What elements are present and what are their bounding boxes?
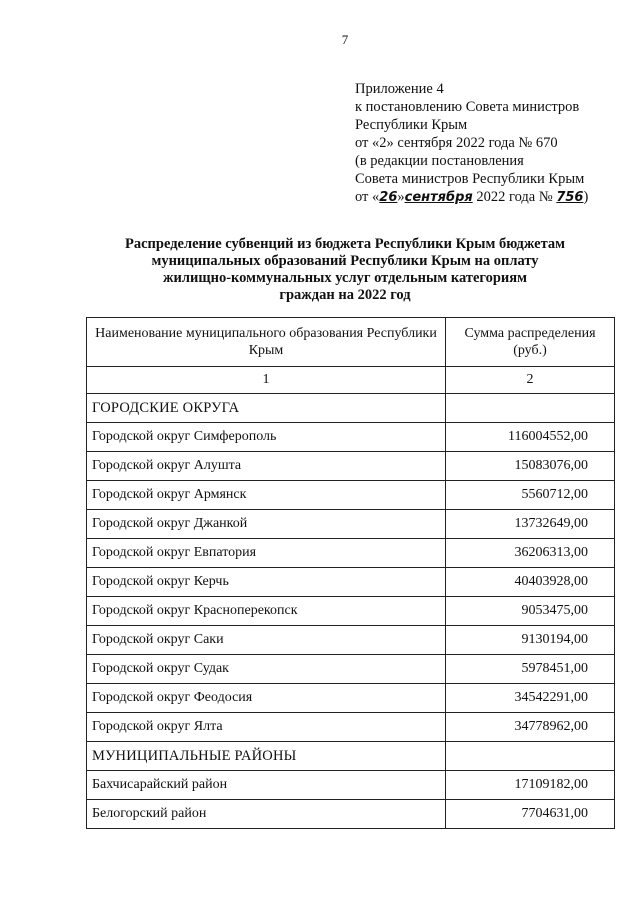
section-name: МУНИЦИПАЛЬНЫЕ РАЙОНЫ bbox=[87, 742, 446, 771]
subsidy-amount: 9130194,00 bbox=[446, 626, 615, 655]
amendment-suffix: ) bbox=[583, 189, 589, 205]
table-row bbox=[87, 800, 615, 829]
table-row bbox=[87, 452, 615, 481]
handwritten-number: 756 bbox=[556, 190, 584, 205]
appendix-amendment-date-line bbox=[355, 188, 588, 207]
table-row bbox=[87, 481, 615, 510]
appendix-line: Совета министров Республики Крым bbox=[355, 171, 585, 187]
municipality-name: Городской округ Судак bbox=[87, 655, 446, 684]
title-line: Распределение субвенций из бюджета Республики Крым бюджетам bbox=[124, 236, 566, 252]
header-municipality: Наименование муниципального образования Республики Крым bbox=[87, 318, 446, 367]
appendix-line: к постановлению Совета министров bbox=[355, 99, 580, 115]
municipality-name: Городской округ Армянск bbox=[87, 481, 446, 510]
municipality-name: Городской округ Евпатория bbox=[87, 539, 446, 568]
table-row bbox=[87, 510, 615, 539]
section-row bbox=[87, 742, 615, 771]
municipality-name: Городской округ Джанкой bbox=[87, 510, 446, 539]
subsidy-amount: 7704631,00 bbox=[446, 800, 615, 829]
municipality-name: Городской округ Феодосия bbox=[87, 684, 446, 713]
subsidy-amount: 13732649,00 bbox=[446, 510, 615, 539]
subsidy-amount: 36206313,00 bbox=[446, 539, 615, 568]
amendment-year: 2022 года № bbox=[472, 189, 557, 205]
title-line: жилищно-коммунальных услуг отдельным категориям bbox=[162, 270, 527, 286]
appendix-line: от «2» сентября 2022 года № 670 bbox=[355, 135, 558, 151]
column-number-1: 1 bbox=[87, 367, 446, 394]
table-row bbox=[87, 713, 615, 742]
amendment-middle: » bbox=[397, 189, 405, 205]
table-row bbox=[87, 771, 615, 800]
title-line: муниципальных образований Республики Крым на оплату bbox=[151, 253, 539, 269]
handwritten-day: 26 bbox=[379, 190, 398, 205]
subsidy-amount: 9053475,00 bbox=[446, 597, 615, 626]
amendment-prefix: от « bbox=[355, 189, 380, 205]
subsidy-amount: 15083076,00 bbox=[446, 452, 615, 481]
table-row bbox=[87, 568, 615, 597]
table-row bbox=[87, 597, 615, 626]
section-sum bbox=[446, 742, 615, 771]
municipality-name: Городской округ Ялта bbox=[87, 713, 446, 742]
header-sum: Сумма распределения (руб.) bbox=[446, 318, 615, 367]
table-row bbox=[87, 655, 615, 684]
section-sum bbox=[446, 394, 615, 423]
section-row bbox=[87, 394, 615, 423]
municipality-name: Городской округ Красноперекопск bbox=[87, 597, 446, 626]
appendix-line: Приложение 4 bbox=[355, 81, 444, 97]
municipality-name: Бахчисарайский район bbox=[87, 771, 446, 800]
subsidy-amount: 17109182,00 bbox=[446, 771, 615, 800]
page-number: 7 bbox=[341, 32, 349, 47]
subsidy-amount: 40403928,00 bbox=[446, 568, 615, 597]
subsidy-amount: 34778962,00 bbox=[446, 713, 615, 742]
subsidy-amount: 5978451,00 bbox=[446, 655, 615, 684]
column-number-row bbox=[87, 367, 615, 394]
table-row bbox=[87, 539, 615, 568]
document-title bbox=[95, 236, 595, 304]
appendix-block bbox=[355, 80, 588, 207]
municipality-name: Городской округ Саки bbox=[87, 626, 446, 655]
table-row bbox=[87, 626, 615, 655]
subsidy-amount: 116004552,00 bbox=[446, 423, 615, 452]
appendix-line: Республики Крым bbox=[355, 117, 468, 133]
table-row bbox=[87, 684, 615, 713]
table-header-row bbox=[87, 318, 615, 367]
table-row bbox=[87, 423, 615, 452]
section-name: ГОРОДСКИЕ ОКРУГА bbox=[87, 394, 446, 423]
municipality-name: Городской округ Керчь bbox=[87, 568, 446, 597]
handwritten-month: сентября bbox=[404, 190, 473, 205]
municipality-name: Городской округ Алушта bbox=[87, 452, 446, 481]
subsidy-amount: 34542291,00 bbox=[446, 684, 615, 713]
title-line: граждан на 2022 год bbox=[279, 287, 411, 303]
municipality-name: Городской округ Симферополь bbox=[87, 423, 446, 452]
municipality-name: Белогорский район bbox=[87, 800, 446, 829]
appendix-line: (в редакции постановления bbox=[355, 153, 524, 169]
subsidy-amount: 5560712,00 bbox=[446, 481, 615, 510]
subsidy-distribution-table bbox=[86, 317, 615, 829]
column-number-2: 2 bbox=[446, 367, 615, 394]
